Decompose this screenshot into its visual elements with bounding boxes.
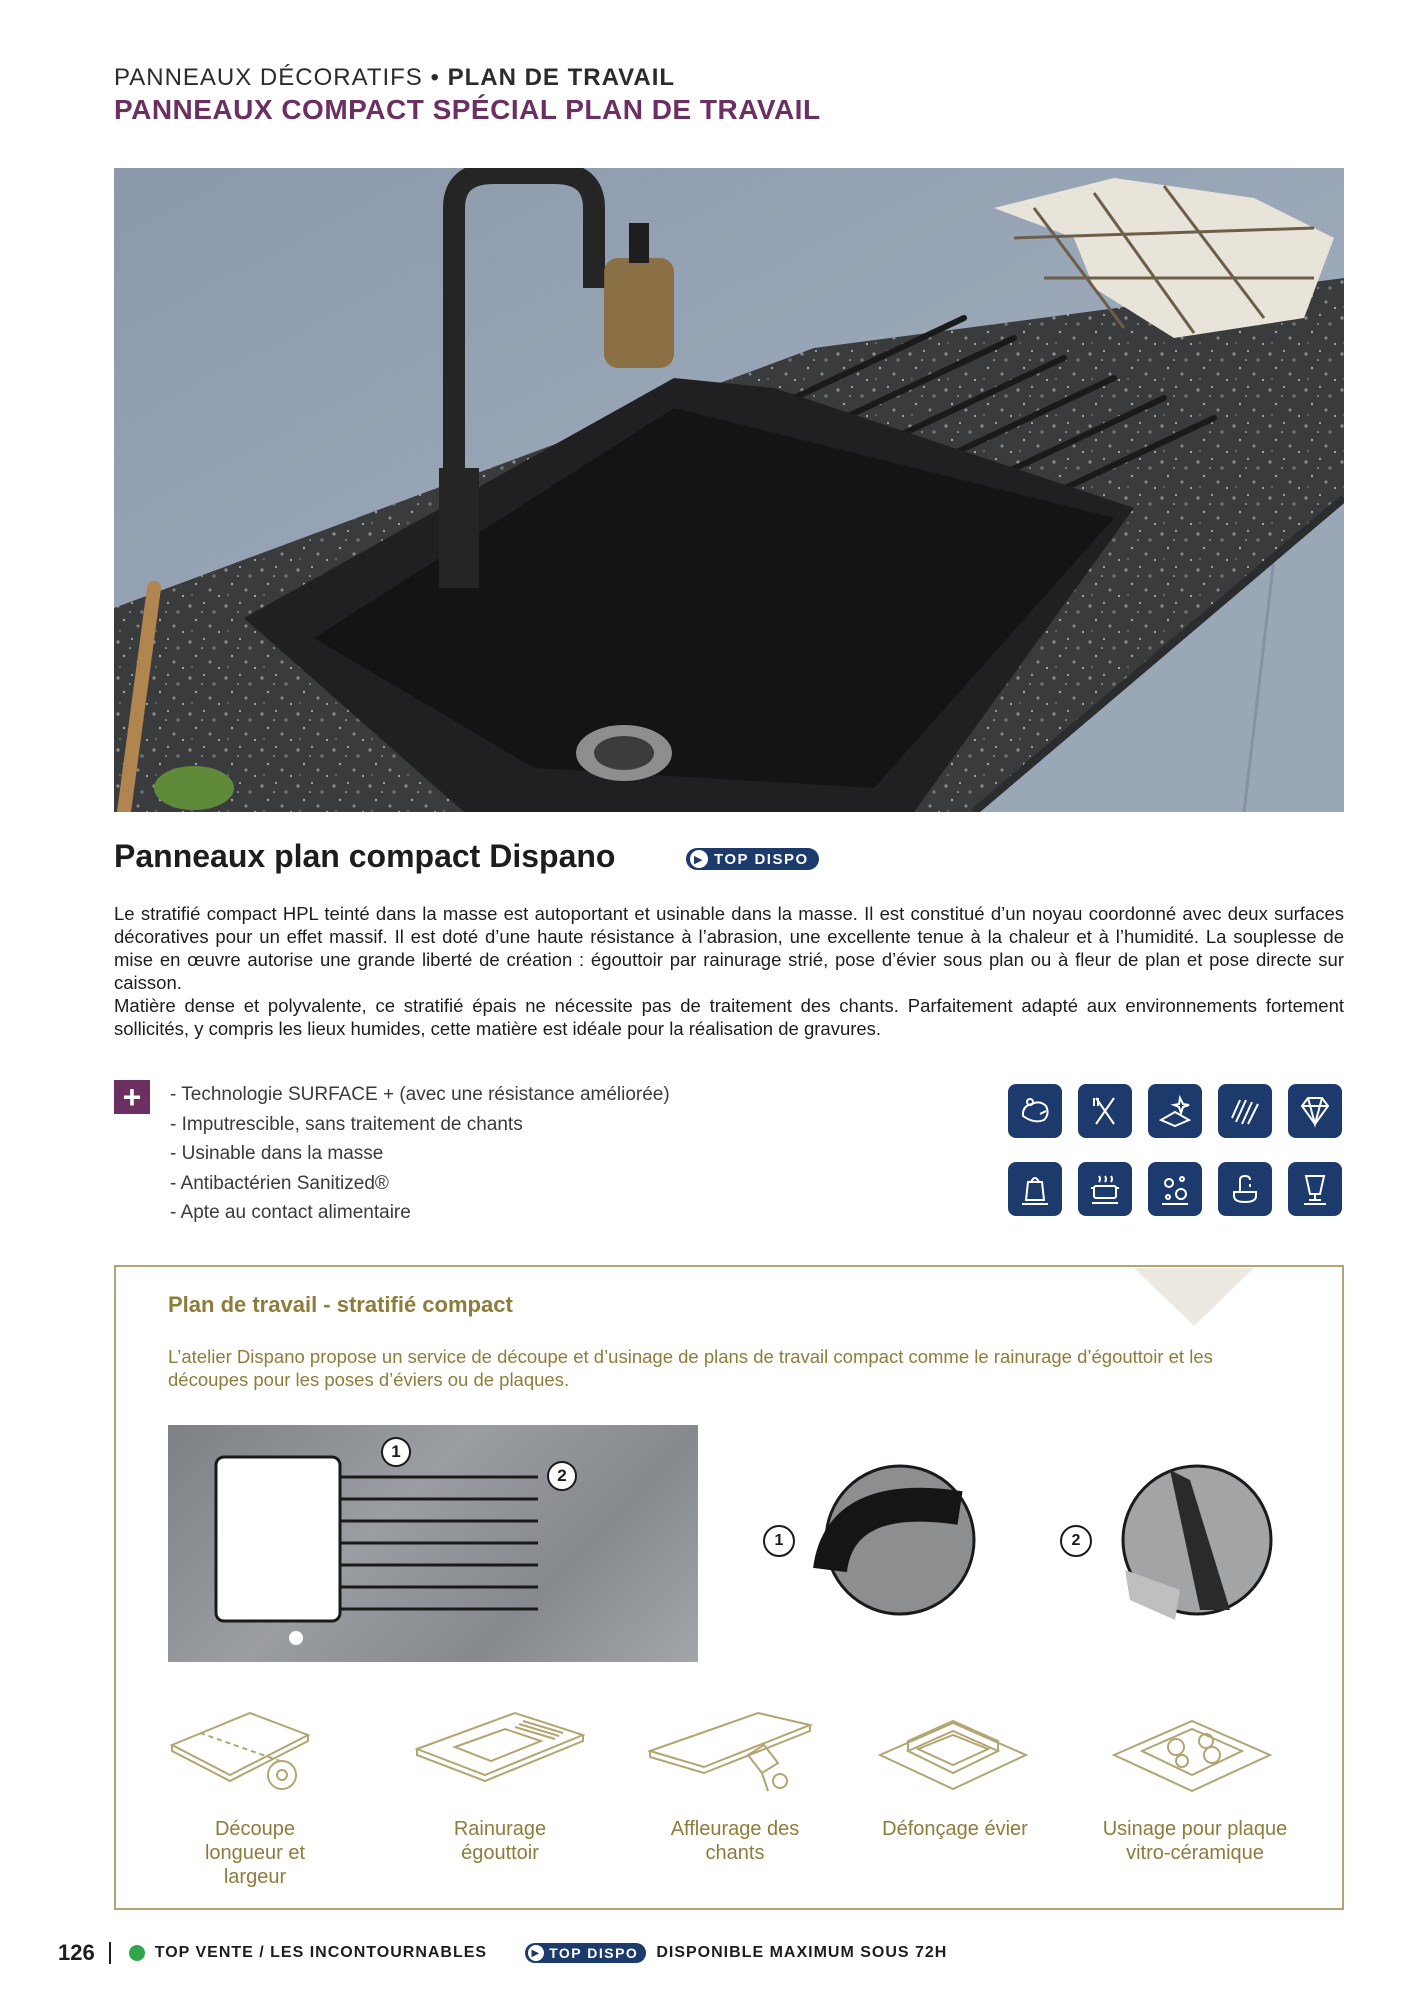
worktop-diagram [168, 1425, 698, 1662]
legend-top-vente: TOP VENTE / LES INCONTOURNABLES [154, 1944, 488, 1961]
page-number: 126 [58, 1940, 95, 1965]
description-paragraph: Le stratifié compact HPL teinté dans la masse est autoportant et usinable dans la masse. Il est constitué d’un noyau coordonné avec deux surfaces décoratives pour un effet massif. Il est doté d’une haute résistance à l’abrasion, une excellente tenue à la chaleur et à l’humidité. La souplesse de mise en œuvre autorise une grande liberté de création : égouttoir par rainurage strié, pose d’évier sous plan ou à fleur de plan et pose directe sur caisson. [114, 903, 1344, 993]
detail-1 [760, 1460, 1320, 1635]
abrasion-resistance-icon [1218, 1084, 1272, 1138]
service-description: L’atelier Dispano propose un service de découpe et d’usinage de plans de travail compact comme le rainurage d’égouttoir et les découpes pour les poses d’éviers ou de plaques. [168, 1346, 1213, 1390]
panel-cut-icon [170, 1705, 310, 1805]
footer-badge-label: TOP DISPO [549, 1945, 639, 1961]
callout-2: 2 [557, 1466, 567, 1485]
glass-impact-icon [1288, 1162, 1342, 1216]
food-contact-icon [1008, 1162, 1062, 1216]
legend-top-dispo-text: DISPONIBLE MAXIMUM SOUS 72H [656, 1944, 948, 1961]
page-footer [58, 1938, 947, 1968]
product-description [114, 902, 1344, 1040]
water-resistance-icon [1218, 1162, 1272, 1216]
sink-countertop-photo [114, 168, 1344, 812]
green-dot-icon [129, 1945, 145, 1961]
section-breadcrumb [114, 64, 675, 92]
breadcrumb-bullet: • [430, 64, 440, 91]
scratch-resistance-icon [1148, 1084, 1202, 1138]
cutlery-icon [1078, 1084, 1132, 1138]
detail-callout-2: 2 [1071, 1532, 1081, 1549]
step-caption: Défonçage évier [882, 1818, 1028, 1840]
callout-1: 1 [391, 1442, 401, 1461]
drainer-groove-icon [415, 1705, 585, 1805]
feature-item: - Usinable dans la masse [170, 1143, 384, 1164]
footer-top-dispo-badge [525, 1943, 646, 1963]
heat-resistance-icon [1078, 1162, 1132, 1216]
step-caption: Rainurage égouttoir [453, 1818, 547, 1864]
truck-icon: ▶ [690, 850, 708, 868]
cooktop-cutout-icon [1112, 1705, 1272, 1805]
stain-resistance-icon [1008, 1084, 1062, 1138]
breadcrumb-subcategory: PLAN DE TRAVAIL [447, 64, 676, 91]
feature-list [170, 1080, 670, 1228]
top-dispo-badge [686, 848, 819, 870]
advantages-plus-icon: + [114, 1080, 150, 1114]
step-caption: Affleurage des chants [670, 1818, 800, 1864]
page-title: PANNEAUX COMPACT SPÉCIAL PLAN DE TRAVAIL [114, 94, 821, 125]
step-caption: Découpe longueur et largeur [204, 1818, 306, 1888]
description-paragraph: Matière dense et polyvalente, ce stratifié épais ne nécessite pas de traitement des chants. Parfaitement adapté aux environnements fortement sollicités, y compris les lieux humides, cette matière est idéale pour la réalisation de gravures. [114, 995, 1344, 1039]
feature-item: - Imputrescible, sans traitement de chants [170, 1113, 523, 1135]
top-dispo-badge-label: TOP DISPO [714, 850, 809, 868]
truck-icon: ▶ [528, 1945, 544, 1961]
feature-item: - Apte au contact alimentaire [170, 1202, 411, 1223]
sink-cutout-icon [878, 1705, 1028, 1805]
feature-item: - Technologie SURFACE + (avec une résistance améliorée) [170, 1084, 670, 1105]
product-title: Panneaux plan compact Dispano [114, 838, 616, 874]
footer-divider [109, 1942, 111, 1964]
diamond-hardness-icon [1288, 1084, 1342, 1138]
property-icons [1008, 1084, 1344, 1216]
feature-item: - Antibactérien Sanitized® [170, 1172, 389, 1194]
service-title: Plan de travail - stratifié compact [168, 1292, 513, 1317]
edge-trim-icon [648, 1705, 818, 1805]
antibacterial-icon [1148, 1162, 1202, 1216]
decorative-corner [1134, 1268, 1254, 1328]
step-caption: Usinage pour plaque vitro-céramique [1102, 1818, 1288, 1864]
breadcrumb-category: PANNEAUX DÉCORATIFS [114, 64, 423, 91]
detail-callout-1: 1 [774, 1532, 784, 1549]
